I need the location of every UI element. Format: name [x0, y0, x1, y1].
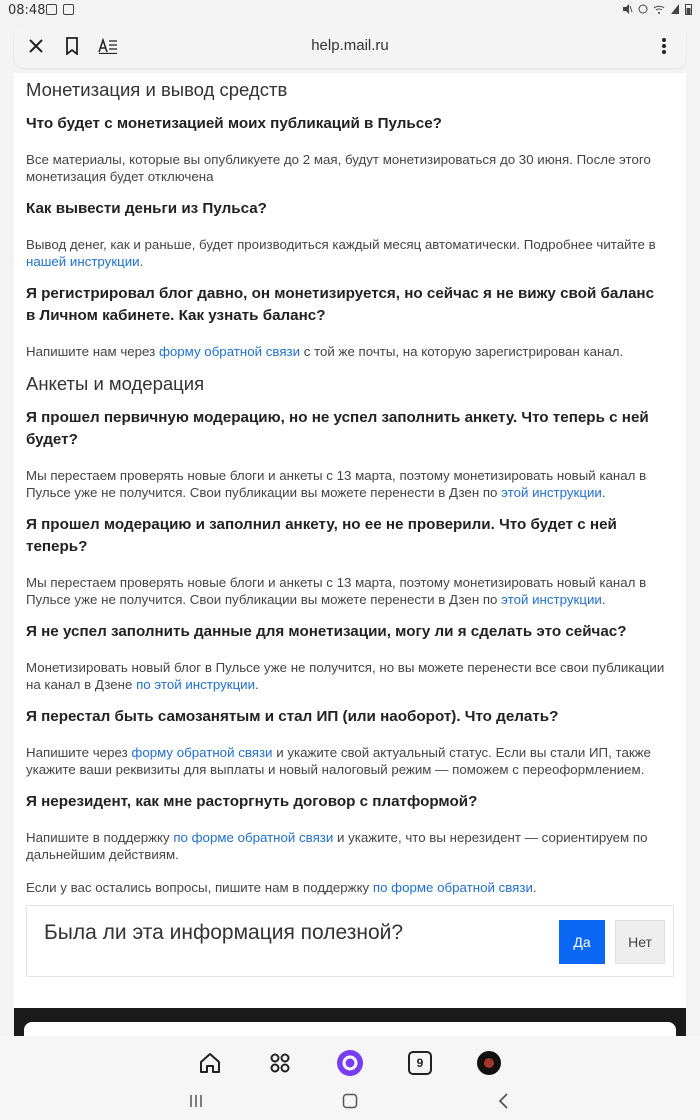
alice-assistant-icon	[336, 1049, 364, 1077]
home-button[interactable]	[195, 1048, 225, 1078]
faq-answer: Все материалы, которые вы опубликуете до 2 мая, будут монетизироваться до 30 июня. После этого монетизация будет отключена	[26, 152, 651, 184]
battery-icon	[685, 3, 692, 15]
faq-answer: Напишите в поддержку по форме обратной связи и укажите, что вы нерезидент — сориентируем по дальнейшим действиям.	[26, 830, 648, 862]
faq-item	[26, 113, 666, 185]
feedback-widget	[26, 905, 674, 977]
faq-question: Что будет с монетизацией моих публикаций в Пульсе?	[26, 115, 442, 132]
status-bar	[0, 0, 700, 22]
faq-answer: Напишите нам через форму обратной связи с той же почты, на которую зарегистрирован канал.	[26, 344, 624, 359]
mute-icon	[621, 3, 633, 15]
faq-item	[26, 791, 666, 863]
faq-answer: Напишите через форму обратной связи и укажите свой актуальный статус. Если вы стали ИП, также укажите ваши реквизиты для выплаты и новый налоговый режим — поможем с переоформлением.	[26, 745, 651, 777]
wifi-icon	[653, 3, 665, 15]
feedback-form-link[interactable]: форму обратной связи	[131, 745, 273, 760]
grid-icon	[269, 1052, 291, 1074]
faq-question: Как вывести деньги из Пульса?	[26, 200, 267, 217]
url-text[interactable]: help.mail.ru	[311, 37, 389, 54]
faq-item	[26, 198, 666, 270]
signal-icon	[670, 3, 680, 15]
back-icon[interactable]	[497, 1093, 509, 1109]
support-note: Если у вас остались вопросы, пишите нам в поддержку по форме обратной связи.	[26, 880, 537, 895]
gallery-notification-icon	[46, 4, 57, 15]
faq-answer: Мы перестаем проверять новые блоги и анкеты с 13 марта, поэтому монетизировать новый канал в Пульсе уже не получится. Свои публикации вы можете перенести в Дзен по этой инструкции.	[26, 575, 647, 607]
instruction-link[interactable]: нашей инструкции	[26, 254, 140, 269]
faq-question: Я перестал быть самозанятым и стал ИП (или наоборот). Что делать?	[26, 708, 559, 725]
menu-button[interactable]	[650, 32, 678, 60]
browser-nav	[0, 1042, 700, 1082]
faq-item	[26, 283, 666, 360]
faq-question: Я регистрировал блог давно, он монетизируется, но сейчас я не вижу свой баланс в Личном кабинете. Как узнать баланс?	[26, 285, 655, 324]
instruction-link[interactable]: по этой инструкции	[136, 677, 256, 692]
home-system-icon[interactable]	[342, 1093, 358, 1109]
faq-item	[26, 621, 666, 693]
avatar	[476, 1050, 502, 1076]
tabs-counter: 9	[408, 1051, 432, 1075]
status-time: 08:48	[8, 3, 46, 18]
recent-apps-icon[interactable]	[188, 1094, 204, 1108]
alice-button[interactable]	[335, 1048, 365, 1078]
browser-toolbar	[14, 24, 686, 68]
faq-answer: Вывод денег, как и раньше, будет производиться каждый месяц автоматически. Подробнее читайте в нашей инструкции.	[26, 237, 656, 269]
alarm-icon	[638, 4, 648, 14]
feedback-form-link[interactable]: по форме обратной связи	[372, 880, 533, 895]
section-heading: Анкеты и модерация	[26, 373, 205, 394]
no-button[interactable]: Нет	[615, 920, 665, 964]
faq-answer: Мы перестаем проверять новые блоги и анкеты с 13 марта, поэтому монетизировать новый канал в Пульсе уже не получится. Свои публикации вы можете перенести в Дзен по этой инструкции.	[26, 468, 647, 500]
faq-question: Я нерезидент, как мне расторгнуть договор с платформой?	[26, 793, 478, 810]
faq-item	[26, 706, 666, 778]
faq-item	[26, 407, 666, 501]
faq-question: Я не успел заполнить данные для монетизации, могу ли я сделать это сейчас?	[26, 623, 627, 640]
home-icon	[198, 1051, 222, 1075]
faq-item	[26, 514, 666, 608]
section-heading: Монетизация и вывод средств	[26, 79, 288, 100]
tabs-button[interactable]	[405, 1048, 435, 1078]
feedback-form-link[interactable]: форму обратной связи	[158, 344, 301, 359]
profile-button[interactable]	[474, 1048, 504, 1078]
bottom-bar	[0, 1036, 700, 1120]
system-nav	[0, 1088, 700, 1116]
services-button[interactable]	[265, 1048, 295, 1078]
instruction-link[interactable]: этой инструкции	[501, 485, 602, 500]
instruction-link[interactable]: этой инструкции	[501, 592, 602, 607]
more-vertical-icon	[661, 37, 667, 55]
feedback-question: Была ли эта информация полезной?	[44, 921, 404, 944]
check-notification-icon	[63, 4, 74, 15]
faq-question: Я прошел первичную модерацию, но не успел заполнить анкету. Что теперь с ней будет?	[26, 409, 649, 448]
faq-question: Я прошел модерацию и заполнил анкету, но ее не проверили. Что будет с ней теперь?	[26, 516, 617, 555]
yes-button[interactable]: Да	[559, 920, 605, 964]
feedback-form-link[interactable]: по форме обратной связи	[173, 830, 334, 845]
faq-answer: Монетизировать новый блог в Пульсе уже не получится, но вы можете перенести все свои публикации на канал в Дзене по этой инструкции.	[26, 660, 665, 692]
web-page	[14, 73, 686, 1015]
faq-content	[26, 79, 666, 896]
